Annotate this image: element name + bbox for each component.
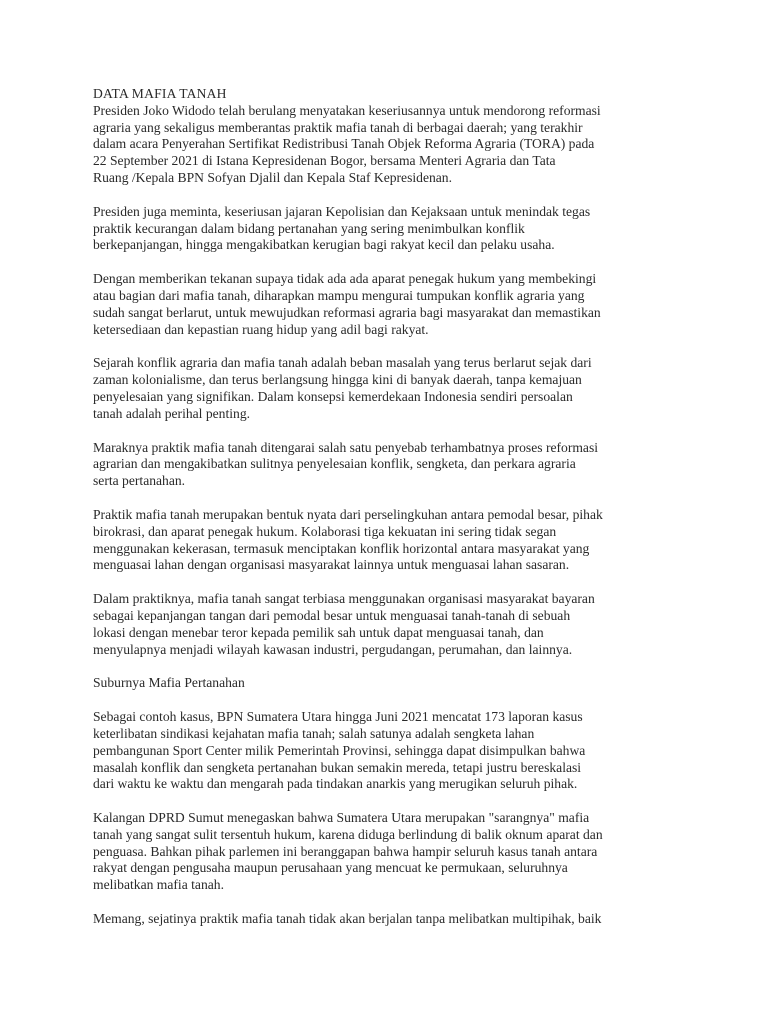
- paragraph-6: Praktik mafia tanah merupakan bentuk nyata dari perselingkuhan antara pemodal besar, pihak birokrasi, dan aparat penegak hukum. Kolaborasi tiga kekuatan ini sering tidak segan menggunakan kekerasan, termasuk menciptakan konflik horizontal antara masyarakat yang menguasai lahan dengan organisasi masyarakat lainnya untuk menguasai lahan sasaran.: [93, 506, 603, 573]
- paragraph-10: Memang, sejatinya praktik mafia tanah tidak akan berjalan tanpa melibatkan multipihak, baik: [93, 911, 602, 927]
- paragraph-2: Presiden juga meminta, keseriusan jajaran Kepolisian dan Kejaksaan untuk menindak tegas praktik kecurangan dalam bidang pertanahan yang sering menimbulkan konflik berkepanjangan, hingga mengakibatkan kerugian bagi rakyat kecil dan pelaku usaha.: [93, 203, 591, 253]
- paragraph-1: Presiden Joko Widodo telah berulang menyatakan keseriusannya untuk mendorong reformasi agraria yang sekaligus memberantas praktik mafia tanah di berbagai daerah; yang terakhir dalam acara Penyerahan Sertifikat Redistribusi Tanah Objek Reforma Agraria (TORA) pada 22 September 2021 di Istana Kepresidenan Bogor, bersama Menteri Agraria dan Tata Ruang /Kepala BPN Sofyan Djalil dan Kepala Staf Kepresidenan.: [93, 102, 601, 185]
- paragraph-5: Maraknya praktik mafia tanah ditengarai salah satu penyebab terhambatnya proses reformasi agrarian dan mengakibatkan sulitnya penyelesaian konflik, sengketa, dan perkara agraria serta pertanahan.: [93, 439, 599, 489]
- document-title: DATA MAFIA TANAH: [93, 86, 227, 101]
- paragraph-4: Sejarah konflik agraria dan mafia tanah adalah beban masalah yang terus berlarut sejak dari zaman kolonialisme, dan terus berlangsung hingga kini di banyak daerah, tanpa kemajuan penyelesaian yang signifikan. Dalam konsepsi kemerdekaan Indonesia sendiri persoalan tanah adalah perihal penting.: [93, 355, 592, 421]
- paragraph-8: Sebagai contoh kasus, BPN Sumatera Utara hingga Juni 2021 mencatat 173 laporan kasus keterlibatan sindikasi kejahatan mafia tanah; salah satunya adalah sengketa lahan pembangunan Sport Center milik Pemerintah Provinsi, sehingga dapat disimpulkan bahwa masalah konflik dan sengketa pertanahan bukan semakin mereda, tetapi justru bereskalasi dari waktu ke waktu dan mengarah pada tindakan anarkis yang merugikan seluruh pihak.: [93, 709, 586, 792]
- document-body: [93, 86, 680, 928]
- paragraph-7: Dalam praktiknya, mafia tanah sangat terbiasa menggunakan organisasi masyarakat bayaran sebagai kepanjangan tangan dari pemodal besar untuk menguasai tanah-tanah di sebuah lokasi dengan menebar teror kepada pemilik sah untuk dapat menguasai tanah, dan menyulapnya menjadi wilayah kawasan industri, pergudangan, perumahan, dan lainnya.: [93, 591, 595, 657]
- paragraph-9: Kalangan DPRD Sumut menegaskan bahwa Sumatera Utara merupakan "sarangnya" mafia tanah yang sangat sulit tersentuh hukum, karena diduga berlindung di balik oknum aparat dan penguasa. Bahkan pihak parlemen ini beranggapan bahwa hampir seluruh kasus tanah antara rakyat dengan pengusaha maupun perusahaan yang mencuat ke permukaan, seluruhnya melibatkan mafia tanah.: [93, 810, 603, 893]
- section-heading: Suburnya Mafia Pertanahan: [93, 675, 245, 691]
- paragraph-3: Dengan memberikan tekanan supaya tidak ada ada aparat penegak hukum yang membekingi atau bagian dari mafia tanah, diharapkan mampu mengurai tumpukan konflik agraria yang sudah sangat berlarut, untuk mewujudkan reformasi agraria bagi masyarakat dan memastikan ketersediaan dan kepastian ruang hidup yang adil bagi rakyat.: [93, 271, 601, 337]
